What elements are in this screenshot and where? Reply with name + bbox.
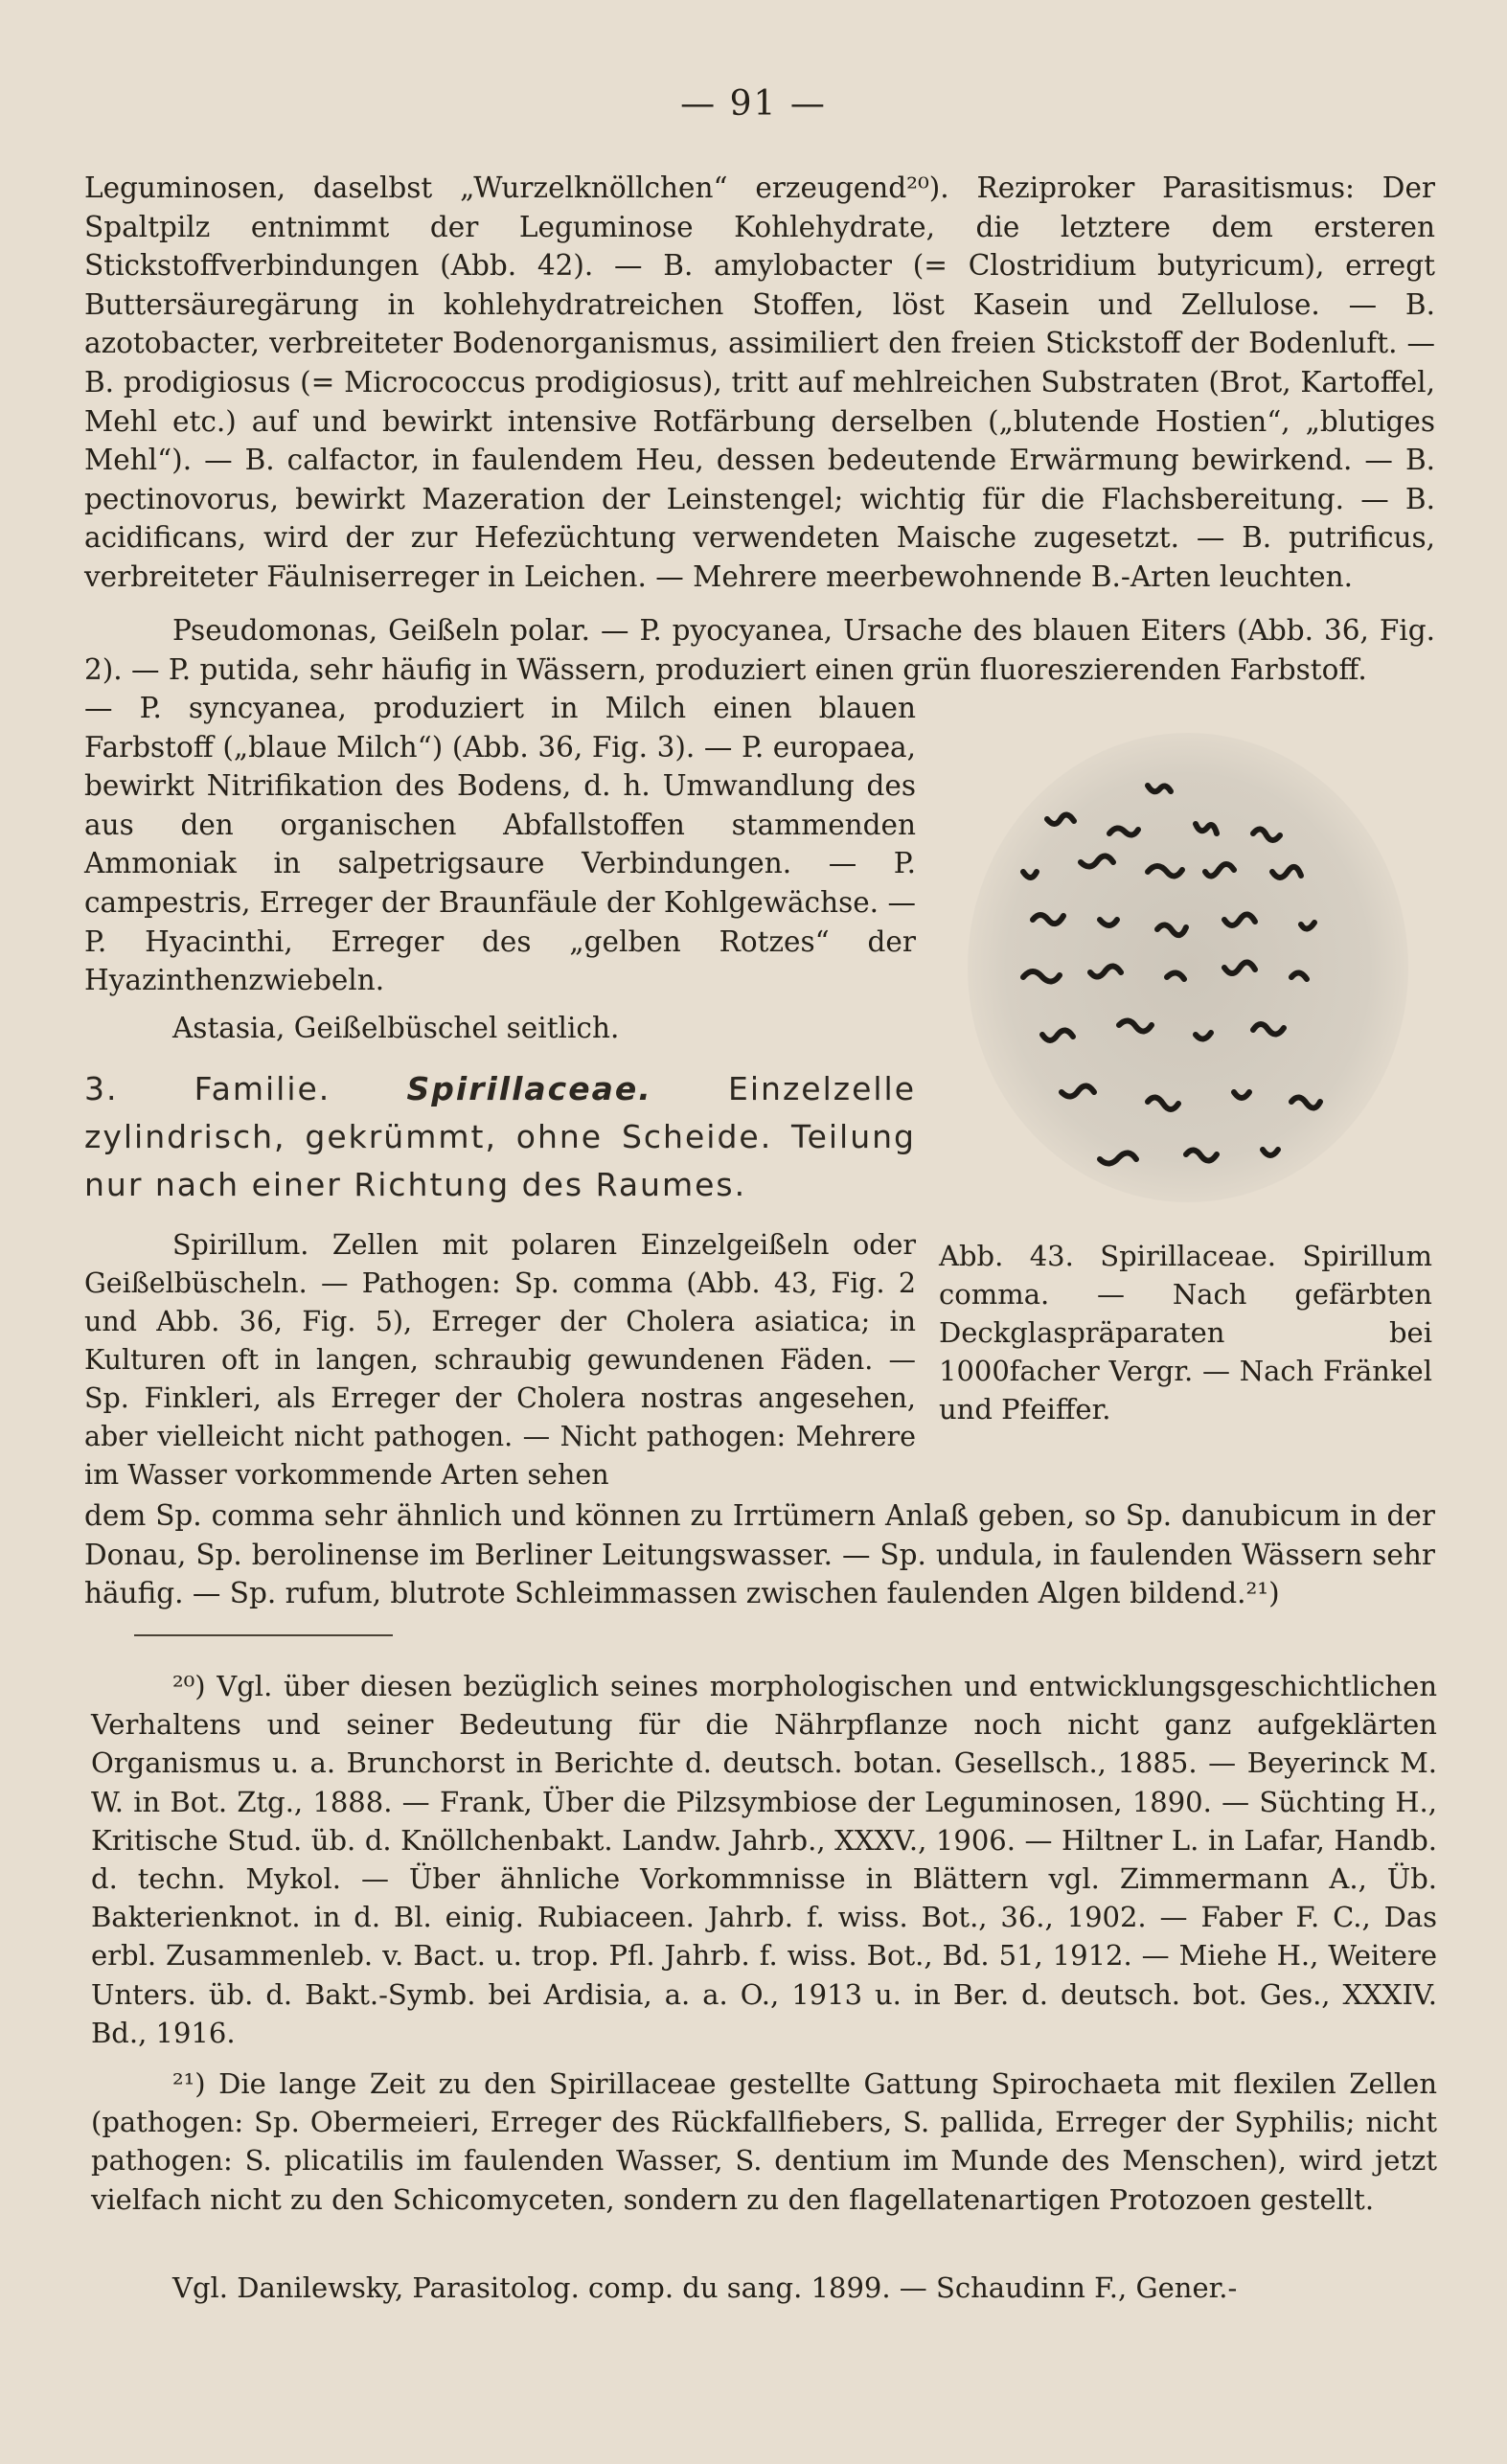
paragraph-pseudomonas: Pseudomonas, Geißeln polar. — P. pyocyanea, Ursache des blauen Eiters (Abb. 36, Fig. 2). — P. putida, sehr häufig in Wässern, produziert einen grün fluoreszierenden Farbstoff. xyxy=(84,614,1435,686)
paragraph-spirillum-continued: dem Sp. comma sehr ähnlich und können zu Irrtümern Anlaß geben, so Sp. danubicum in der Donau, Sp. berolinense im Berliner Leitungswasser. — Sp. undula, in faulenden Wässern sehr häufig. — Sp. rufum, blutrote Schleimmassen zwischen faulenden Algen bildend.²¹) xyxy=(84,1499,1435,1610)
family-prefix: 3. Familie. xyxy=(84,1070,331,1107)
paragraph-pseudomonas-wrap: — P. syncyanea, produziert in Milch einen blauen Farbstoff („blaue Milch“) (Abb. 36, Fig. 3). — P. europaea, bewirkt Nitrifikation des Bodens, d. h. Umwandlung des aus den organischen Abfallstoffen stammenden Ammoniak in salpetrigsaure Verbindungen. — P. campestris, Erreger der Braunfäule der Kohlgewächse. — P. Hyacinthi, Erreger des „gelben Rotzes“ der Hyazinthenzwiebeln. xyxy=(84,692,916,997)
figure-spirillum-micrograph xyxy=(966,728,1411,1207)
footnote-20: ²⁰) Vgl. über diesen bezüglich seines morphologischen und entwicklungsgeschichtlichen Verhaltens und seiner Bedeutung für die Nährpflanze noch nicht ganz aufgeklärten Organismus u. a. Brunchorst in Berichte d. deutsch. botan. Gesellsch., 1885. — Beyerinck M. W. in Bot. Ztg., 1888. — Frank, Über die Pilzsymbiose der Leguminosen, 1890. — Süchting H., Kritische Stud. üb. d. Knöllchenbakt. Landw. Jahrb., XXXV., 1906. — Hiltner L. in Lafar, Handb. d. techn. Mykol. — Über ähnliche Vorkommnisse in Blättern vgl. Zimmermann A., Üb. Bakterienknot. in d. Bl. einig. Rubiaceen. Jahrb. f. wiss. Bot., 36., 1902. — Faber F. C., Das erbl. Zusammenleb. v. Bact. u. trop. Pfl. Jahrb. f. wiss. Bot., Bd. 51, 1912. — Miehe H., Weitere Unters. üb. d. Bakt.-Symb. bei Ardisia, a. a. O., 1913 u. in Ber. d. deutsch. bot. Ges., XXXIV. Bd., 1916. xyxy=(91,1670,1437,2049)
family-description: Einzelzelle zylindrisch, gekrümmt, ohne Scheide. Teilung nur nach einer Richtung des Raumes. xyxy=(84,1070,917,1203)
paragraph-bacillus: Leguminosen, daselbst „Wurzelknöllchen“ erzeugend²⁰). Reziproker Parasitismus: Der Spaltpilz entnimmt der Leguminose Kohlehydrate, die letztere dem ersteren Stickstoffverbindungen (Abb. 42). — B. amylobacter (= Clostridium butyricum), erregt Buttersäuregärung in kohlehydratreichen Stoffen, löst Kasein und Zellulose. — B. azotobacter, verbreiteter Bodenorganismus, assimiliert den freien Stickstoff der Bodenluft. — B. prodigiosus (= Micrococcus prodigiosus), tritt auf mehlreichen Substraten (Brot, Kartoffel, Mehl etc.) auf und bewirkt intensive Rotfärbung derselben („blutende Hostien“, „blutiges Mehl“). — B. calfactor, in faulendem Heu, dessen bedeutende Erwärmung bewirkend. — B. pectinovorus, bewirkt Mazeration der Leinstengel; wichtig für die Flachsbereitung. — B. acidificans, wird der zur Hefezüchtung verwendeten Maische zugesetzt. — B. putrificus, verbreiteter Fäulniserreger in Leichen. — Mehrere meerbewohnende B.-Arten leuchten. xyxy=(84,171,1435,593)
page-number: — 91 — xyxy=(680,84,827,124)
family-heading xyxy=(84,1065,916,1209)
family-name: Spirillaceae. xyxy=(406,1070,652,1107)
footnote-21: ²¹) Die lange Zeit zu den Spirillaceae gestellte Gattung Spirochaeta mit flexilen Zellen (pathogen: Sp. Obermeieri, Erreger des Rückfallfiebers, S. pallida, Erreger der Syphilis; nicht pathogen: S. plicatilis im faulenden Wasser, S. dentium im Munde des Menschen), wird jetzt vielfach nicht zu den Schicomyceten, sondern zu den flagellatenartigen Protozoen gestellt. xyxy=(91,2067,1437,2216)
footnote-divider xyxy=(134,1634,393,1636)
micrograph-image xyxy=(966,728,1411,1207)
footnote-reference-line: Vgl. Danilewsky, Parasitolog. comp. du sang. 1899. — Schaudinn F., Gener.- xyxy=(172,2271,1238,2304)
paragraph-astasia: Astasia, Geißelbüschel seitlich. xyxy=(172,1012,620,1044)
figure-caption: Abb. 43. Spirillaceae. Spirillum comma. — Nach gefärbten Deckglaspräparaten bei 1000facher Vergr. — Nach Fränkel und Pfeiffer. xyxy=(939,1240,1432,1426)
paragraph-spirillum: Spirillum. Zellen mit polaren Einzelgeißeln oder Geißelbüscheln. — Pathogen: Sp. comma (Abb. 43, Fig. 2 und Abb. 36, Fig. 5), Erreger der Cholera asiatica; in Kulturen oft in langen, schraubig gewundenen Fäden. — Sp. Finkleri, als Erreger der Cholera nostras angesehen, aber vielleicht nicht pathogen. — Nicht pathogen: Mehrere im Wasser vorkommende Arten sehen xyxy=(84,1229,916,1491)
